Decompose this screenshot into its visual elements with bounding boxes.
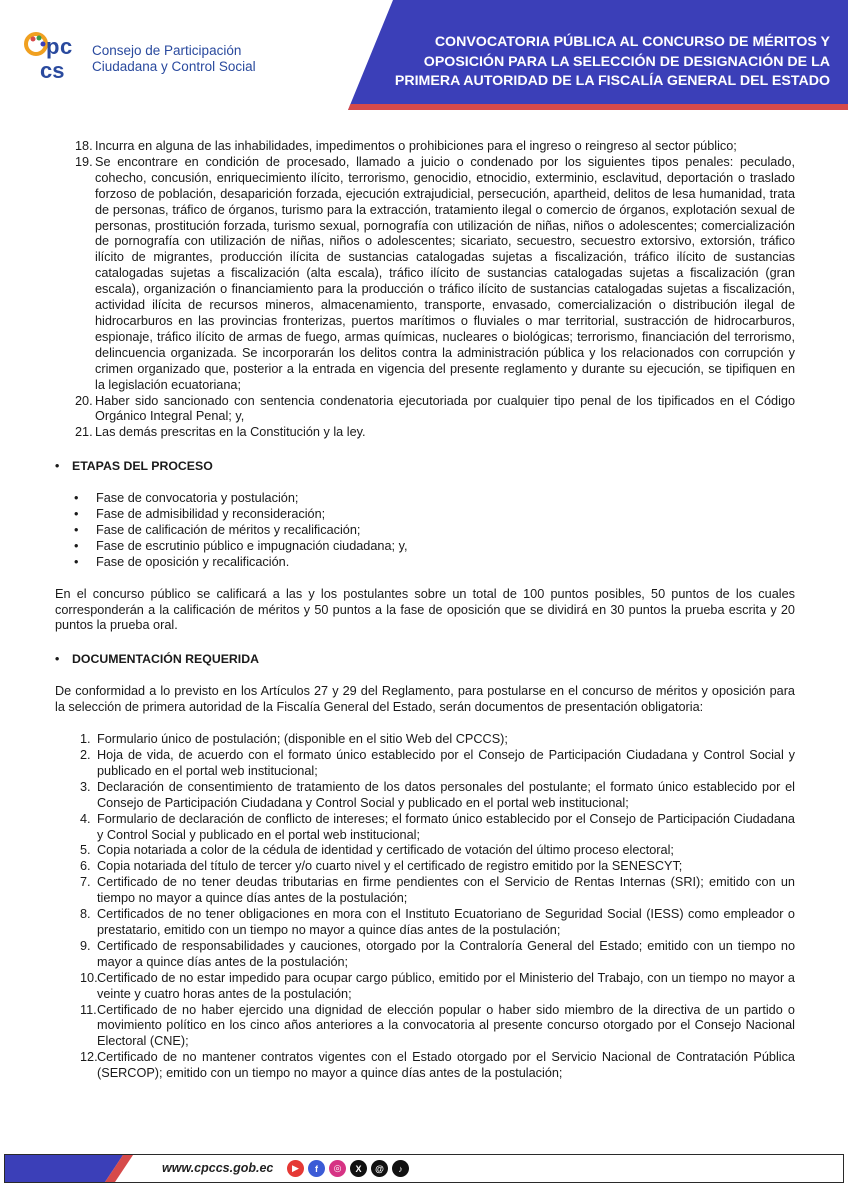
documents-heading: • DOCUMENTACIÓN REQUERIDA: [55, 652, 259, 667]
facebook-icon[interactable]: f: [308, 1160, 325, 1177]
bullet-icon: •: [74, 507, 79, 522]
bullet-icon: •: [74, 522, 79, 537]
title-line2: OPOSICIÓN PARA LA SELECCIÓN DE DESIGNACIÓN DE LA: [423, 53, 830, 70]
bullet-icon: •: [74, 491, 79, 506]
list-item: 3. Declaración de consentimiento de tratamiento de los datos personales del postulante; el formato único establecido por el Consejo de Participación Ciudadana y Control Social y publicado en el portal web institucional;: [80, 779, 795, 810]
stages-list: [55, 491, 795, 571]
list-item: 11. Certificado de no haber ejercido una dignidad de elección popular o haber sido miembro de la directiva de un partido o movimiento político en los cinco años anteriores a la convocatoria al presente concurso otorgado por el Consejo Nacional Electoral (CNE);: [80, 1002, 795, 1049]
footer-accent-shape: [5, 1155, 155, 1182]
svg-text:cs: cs: [40, 58, 65, 83]
list-item: 2. Hoja de vida, de acuerdo con el formato único establecido por el Consejo de Participación Ciudadana y Control Social y publicado en el portal web institucional;: [80, 748, 795, 778]
list-item: • Fase de convocatoria y postulación;: [74, 491, 299, 506]
list-item: 19. Se encontrare en condición de procesado, llamado a juicio o condenado por los siguientes tipos penales: peculado, cohecho, concusión, enriquecimiento ilícito, terrorismo, genocidio, etnocidio, exterminio, esclavitud, deportación o traslado forzoso de población, desaparición forzada, ejecución extrajudicial, persecución, apartheid, delitos de lesa humanidad, trata de personas, tráfico de órganos, turismo para la extracción, tratamiento ilegal o comercio de órganos, explotación sexual de personas, prostitución forzada, turismo sexual, pornografía con utilización de niñas, niños o adolescentes; comercialización de pornografía con utilización de niñas, niños o adolescentes; sicariato, secuestro, secuestro extorsivo, extorsión, tráfico ilícito de migrantes, producción ilícita de sustancias catalogadas sujetas a fiscalización, tráfico ilícito de sustancias catalogadas sujetas a fiscalización (alta escala), tráfico ilícito de sustancias catalogadas sujetas a fiscalización (gran escala), organización o financiamiento para la producción o tráfico ilícito de sustancias catalogadas sujetas a fiscalización, actividad ilícita de recursos mineros, almacenamiento, transporte, envasado, comercialización o distribución ilegal de hidrocarburos en las provincias fronterizas, puertos marítimos o fluviales o mar territorial, sustracción de hidrocarburos, espionaje, tráfico ilícito de armas de fuego, armas químicas, nucleares o biológicas; terrorismo, financiación del terrorismo, delincuencia organizada. Se incorporarán los delitos contra la administración pública y los relacionados con corrupción y crimen organizado que, posterior a la entrada en vigencia del presente reglamento y durante su ejecución, se tipifiquen en la legislación ecuatoriana;: [75, 154, 795, 392]
list-item: • Fase de oposición y recalificación.: [74, 554, 290, 569]
list-item: 4. Formulario de declaración de conflicto de intereses; el formato único establecido por el Consejo de Participación Ciudadana y Control Social y publicado en el portal web institucional;: [80, 811, 795, 842]
documents-list: [55, 732, 795, 1082]
svg-text:c: c: [60, 34, 73, 59]
list-item: 1. Formulario único de postulación; (disponible en el sitio Web del CPCCS);: [80, 732, 508, 747]
page-footer: [4, 1154, 844, 1183]
bullet-icon: •: [55, 652, 60, 667]
instagram-icon[interactable]: ◎: [329, 1160, 346, 1177]
svg-text:p: p: [46, 34, 60, 59]
tiktok-icon[interactable]: ♪: [392, 1160, 409, 1177]
cpccs-logo-icon: [22, 26, 84, 88]
list-item: • Fase de escrutinio público e impugnación ciudadana; y,: [74, 538, 408, 553]
list-item: 18. Incurra en alguna de las inhabilidades, impedimentos o prohibiciones para el ingreso o reingreso al sector público;: [75, 139, 737, 153]
bullet-icon: •: [74, 538, 79, 553]
list-item: • Fase de admisibilidad y reconsideración;: [74, 507, 326, 522]
page-header: [0, 0, 848, 122]
title-line3: PRIMERA AUTORIDAD DE LA FISCALÍA GENERAL DEL ESTADO: [394, 73, 830, 89]
list-item: 9. Certificado de responsabilidades y cauciones, otorgado por la Contraloría General del Estado; emitido con un tiempo no mayor a quince días antes de la postulación;: [80, 938, 795, 969]
bullet-icon: •: [55, 459, 60, 474]
list-item: 8. Certificados de no tener obligaciones en mora con el Instituto Ecuatoriano de Seguridad Social (IESS) como empleador o prestatario, emitido con un tiempo no mayor a quince días antes de la postulación;: [80, 907, 795, 937]
prohibitions-list: [55, 139, 795, 441]
list-item: 21. Las demás prescritas en la Constitución y la ley.: [75, 425, 366, 440]
list-item: 6. Copia notariada del título de tercer y/o cuarto nivel y el certificado de registro emitido por la SENESCYT;: [80, 859, 683, 874]
stages-heading: • ETAPAS DEL PROCESO: [55, 459, 213, 474]
org-name-line1: Consejo de Participación: [92, 43, 242, 58]
x-icon[interactable]: X: [350, 1160, 367, 1177]
list-item: 20. Haber sido sancionado con sentencia condenatoria ejecutoriada por cualquier tipo penal de los tipificados en el Código Orgánico Integral Penal; y,: [75, 393, 795, 424]
scoring-paragraph: En el concurso público se calificará a las y los postulantes sobre un total de 100 puntos posibles, 50 puntos de los cuales corresponderán a la calificación de méritos y 50 puntos a la fase de oposición que se dividirá en 30 puntos la prueba escrita y 20 puntos la prueba oral.: [55, 586, 795, 633]
list-item: 5. Copia notariada a color de la cédula de identidad y certificado de votación del último proceso electoral;: [80, 843, 674, 858]
list-item: 10. Certificado de no estar impedido para ocupar cargo público, emitido por el Ministerio del Trabajo, con un tiempo no mayor a veinte y cuatro horas antes de la postulación;: [80, 970, 795, 1001]
document-body: [55, 139, 795, 1082]
org-name-line2: Ciudadana y Control Social: [92, 59, 256, 74]
website-link[interactable]: www.cpccs.gob.ec: [162, 1161, 274, 1175]
documents-intro: De conformidad a lo previsto en los Artículos 27 y 29 del Reglamento, para postularse en el concurso de méritos y oposición para la selección de primera autoridad de la Fiscalía General del Estado, serán documentos de presentación obligatoria:: [55, 684, 795, 715]
list-item: 12. Certificado de no mantener contratos vigentes con el Estado otorgado por el Servicio Nacional de Contratación Pública (SERCOP); emitido con un tiempo no mayor a quince días antes de la postulación;: [80, 1050, 795, 1081]
org-name: [92, 43, 256, 75]
list-item: 7. Certificado de no tener deudas tributarias en firme pendientes con el Servicio de Rentas Internas (SRI); emitido con un tiempo no mayor a quince días antes de la postulación;: [80, 875, 795, 906]
document-title: [365, 33, 830, 92]
youtube-icon[interactable]: ▶: [287, 1160, 304, 1177]
social-links: [287, 1160, 409, 1177]
threads-icon[interactable]: @: [371, 1160, 388, 1177]
bullet-icon: •: [74, 554, 79, 569]
list-item: • Fase de calificación de méritos y recalificación;: [74, 522, 361, 537]
title-line1: CONVOCATORIA PÚBLICA AL CONCURSO DE MÉRITOS Y: [434, 34, 830, 50]
